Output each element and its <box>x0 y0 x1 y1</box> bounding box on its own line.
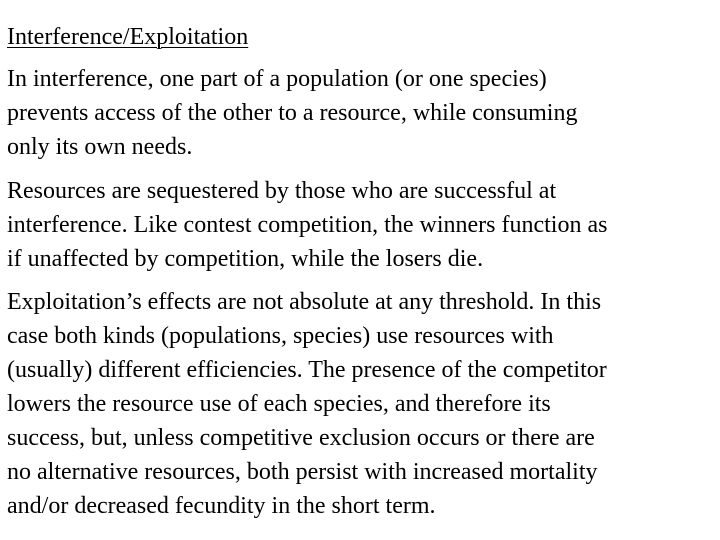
text-line: prevents access of the other to a resource, while consuming <box>7 100 578 126</box>
text-line: interference. Like contest competition, the winners function as <box>7 212 608 238</box>
paragraph-resources <box>7 174 719 276</box>
text-line: (usually) different efficiencies. The presence of the competitor <box>7 357 607 383</box>
paragraph-interference <box>7 62 719 164</box>
text-line: In interference, one part of a population (or one species) <box>7 66 547 92</box>
text-line: only its own needs. <box>7 134 193 160</box>
text-line: case both kinds (populations, species) use resources with <box>7 323 554 349</box>
slide-title: Interference/Exploitation <box>7 24 249 50</box>
text-line: Resources are sequestered by those who are successful at <box>7 178 557 204</box>
text-line: success, but, unless competitive exclusion occurs or there are <box>7 425 595 451</box>
text-line: and/or decreased fecundity in the short term. <box>7 493 436 519</box>
text-line: lowers the resource use of each species, and therefore its <box>7 391 551 417</box>
text-line: if unaffected by competition, while the losers die. <box>7 246 484 272</box>
paragraph-exploitation <box>7 285 719 523</box>
text-line: Exploitation’s effects are not absolute at any threshold. In this <box>7 289 602 315</box>
text-line: no alternative resources, both persist with increased mortality <box>7 459 598 485</box>
